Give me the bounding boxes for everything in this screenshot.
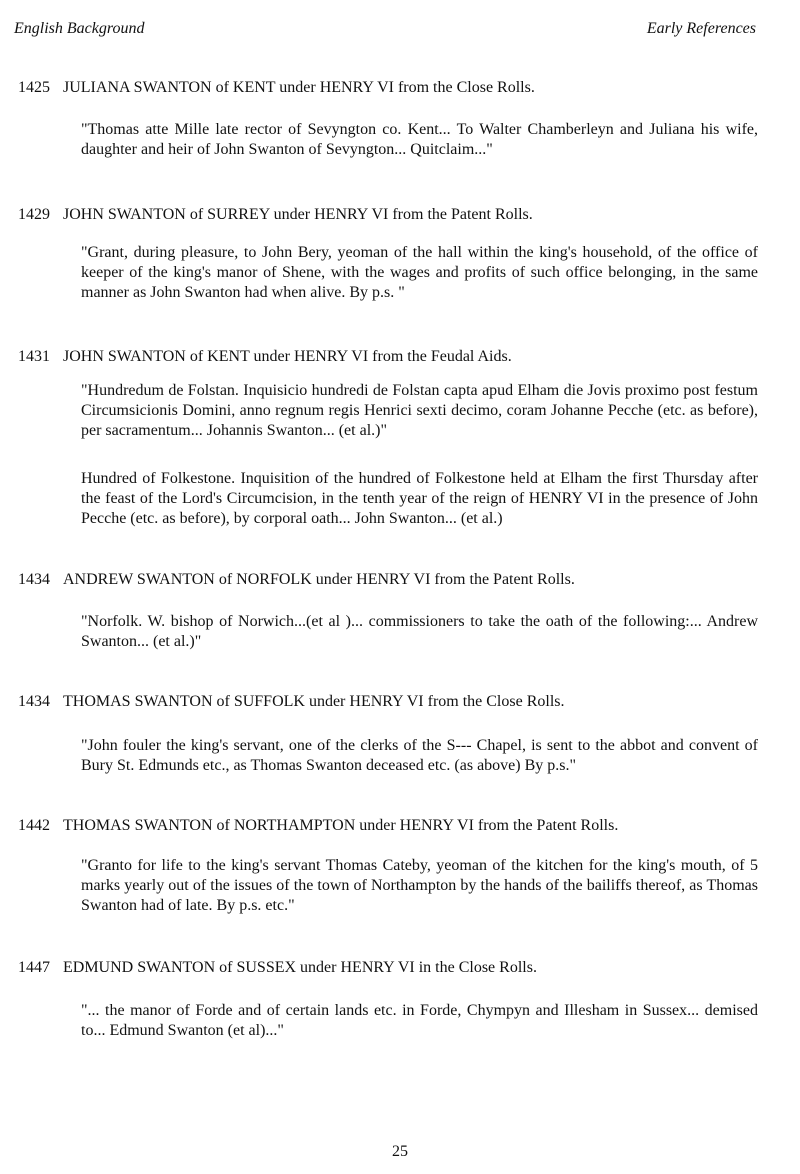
running-header-left: English Background [14,20,145,37]
entry-title: EDMUND SWANTON of SUSSEX under HENRY VI in the Close Rolls. [63,959,537,976]
entry-translation: Hundred of Folkestone. Inquisition of the hundred of Folkestone held at Elham the first Thursday after the feast of the Lord's Circumcision, in the tenth year of the reign of HENRY VI in the presence of John Pecche (etc. as before), by corporal oath... John Swanton... (et al.) [81,470,758,527]
entry-year: 1434 [18,693,50,710]
running-header-right: Early References [646,20,756,37]
entry-year: 1425 [18,79,50,96]
entry-year: 1442 [18,817,50,834]
entry-quote: "John fouler the king's servant, one of the clerks of the S--- Chapel, is sent to the abbot and convent of Bury St. Edmunds etc., as Thomas Swanton deceased etc. (as above) By p.s." [81,737,758,774]
entry-quote: "Thomas atte Mille late rector of Sevyngton co. Kent... To Walter Chamberleyn and Juliana his wife, daughter and heir of John Swanton of Sevyngton... Quitclaim..." [81,121,758,158]
entry-year: 1431 [18,348,50,365]
entry-year: 1429 [18,206,50,223]
entry-quote: "... the manor of Forde and of certain lands etc. in Forde, Chympyn and Illesham in Sussex... demised to... Edmund Swanton (et al)..." [81,1002,758,1039]
entry-title: JULIANA SWANTON of KENT under HENRY VI from the Close Rolls. [63,79,535,96]
entry-title: JOHN SWANTON of KENT under HENRY VI from the Feudal Aids. [63,348,512,365]
entry-title: JOHN SWANTON of SURREY under HENRY VI from the Patent Rolls. [63,206,533,223]
entry-quote: "Granto for life to the king's servant Thomas Cateby, yeoman of the kitchen for the king's mouth, of 5 marks yearly out of the issues of the town of Northampton by the hands of the bailiffs thereof, as Thomas Swanton had of late. By p.s. etc." [81,857,758,914]
entry-year: 1447 [18,959,50,976]
entry-title: ANDREW SWANTON of NORFOLK under HENRY VI from the Patent Rolls. [63,571,575,588]
entry-quote: "Hundredum de Folstan. Inquisicio hundredi de Folstan capta apud Elham die Jovis proximo post festum Circumsicionis Domini, anno regnum regis Henrici sexti decimo, coram Johanne Pecche (etc. as before), per sacramentum... Johannis Swanton... (et al.)" [81,382,758,439]
entry-quote: "Grant, during pleasure, to John Bery, yeoman of the hall within the king's household, of the office of keeper of the king's manor of Shene, with the wages and profits of such office belonging, in the same manner as John Swanton had when alive. By p.s. " [81,244,758,301]
entry-quote: "Norfolk. W. bishop of Norwich...(et al )... commissioners to take the oath of the following:... Andrew Swanton... (et al.)" [81,613,758,650]
entry-title: THOMAS SWANTON of NORTHAMPTON under HENRY VI from the Patent Rolls. [63,817,619,834]
entry-title: THOMAS SWANTON of SUFFOLK under HENRY VI from the Close Rolls. [63,693,565,710]
entry-year: 1434 [18,571,50,588]
page-number: 25 [392,1143,408,1160]
